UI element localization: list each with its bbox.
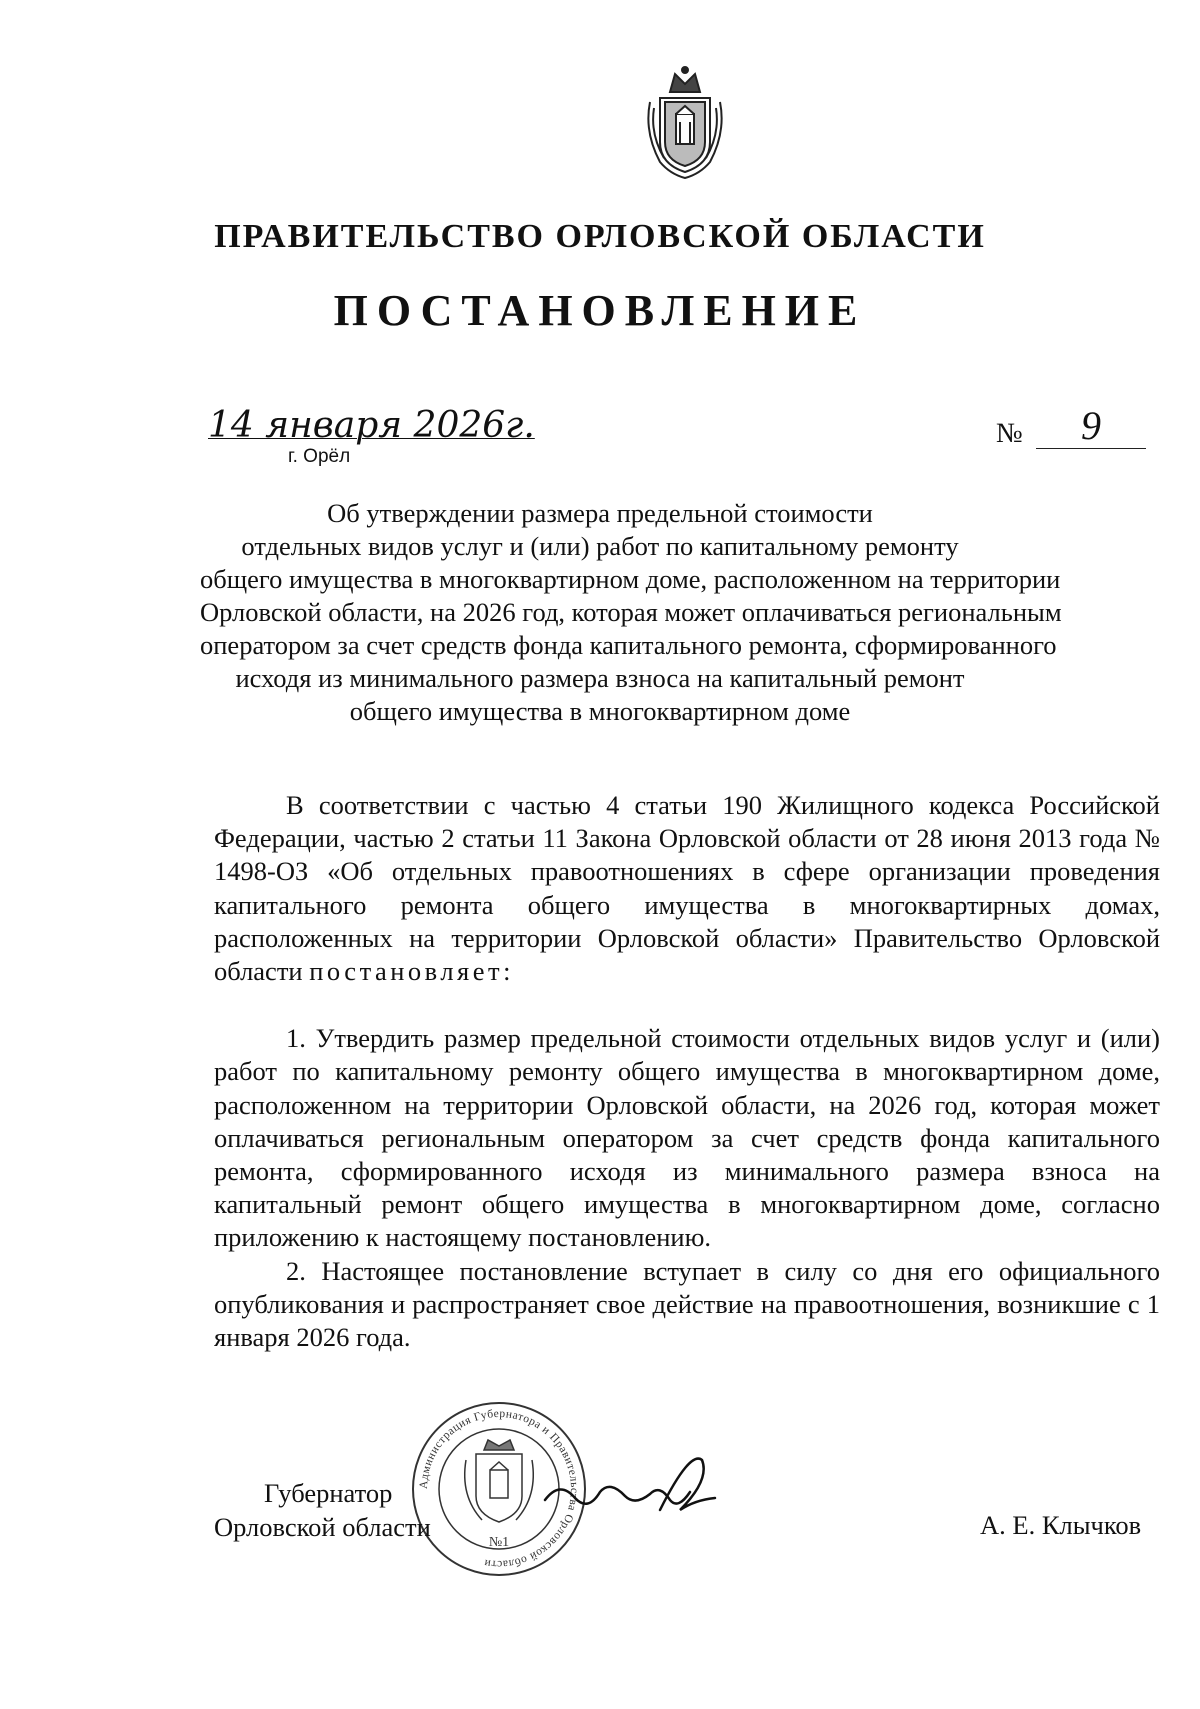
organization-title: ПРАВИТЕЛЬСТВО ОРЛОВСКОЙ ОБЛАСТИ <box>214 218 986 255</box>
handwritten-signature-icon <box>540 1440 720 1540</box>
coat-of-arms-icon <box>640 62 730 182</box>
resolves-word: постановляет: <box>309 956 514 987</box>
item-2-paragraph: 2. Настоящее постановление вступает в силу со дня его официального опубликования и распространяет свое действие на правоотношения, возникшие с 1 января 2026 года. <box>214 1255 1160 1353</box>
subject-line: исходя из минимального размера взноса на капитальный ремонт <box>235 663 965 693</box>
document-city: г. Орёл <box>288 446 351 467</box>
document-number-label: № <box>996 418 1023 449</box>
seal-text: Администрация Губернатора и Правительства Орловской области <box>417 1407 581 1571</box>
subject-line: общего имущества в многоквартирном доме, расположенном на территории <box>200 564 1061 594</box>
seal-number: №1 <box>488 1535 510 1550</box>
subject-line: отдельных видов услуг и (или) работ по капитальному ремонту <box>241 531 959 561</box>
subject-line: оператором за счет средств фонда капитального ремонта, сформированного <box>200 630 1057 660</box>
document-number: 9 <box>1036 404 1146 449</box>
document-date: 14 января 2026г. <box>208 405 535 446</box>
subject-line: Орловской области, на 2026 год, которая может оплачиваться региональным <box>200 597 1062 627</box>
item-1-paragraph: 1. Утвердить размер предельной стоимости отдельных видов услуг и (или) работ по капитальному ремонту общего имущества в многоквартирном доме, расположенном на территории Орловской области, на 2026 год, которая может оплачиваться региональным оператором за счет средств фонда капитального ремонта, сформированного исходя из минимального размера взноса на капитальный ремонт общего имущества в многоквартирном доме, согласно приложению к настоящему постановлению. <box>214 1023 1160 1253</box>
signatory-position-line: Губернатор <box>264 1478 393 1508</box>
document-subject <box>200 497 1062 728</box>
subject-line: общего имущества в многоквартирном доме <box>349 696 851 726</box>
signatory-position <box>214 1476 431 1544</box>
document-body <box>214 789 1160 1354</box>
signatory-position-line: Орловской области <box>214 1512 431 1542</box>
preamble-paragraph <box>214 789 1160 988</box>
paragraph-gap <box>214 988 1160 1022</box>
document-type-title: ПОСТАНОВЛЕНИЕ <box>333 286 867 335</box>
preamble-text: В соответствии с частью 4 статьи 190 Жилищного кодекса Российской Федерации, частью 2 статьи 11 Закона Орловской области от 28 июня 2013 года № 1498-ОЗ «Об отдельных правоотношениях в сфере организации проведения капитального ремонта общего имущества в многоквартирных домах, расположенных на территории Орловской области» Правительство Орловской области <box>214 790 1160 987</box>
signatory-name: А. Е. Клычков <box>980 1510 1142 1540</box>
subject-line: Об утверждении размера предельной стоимости <box>327 498 873 528</box>
